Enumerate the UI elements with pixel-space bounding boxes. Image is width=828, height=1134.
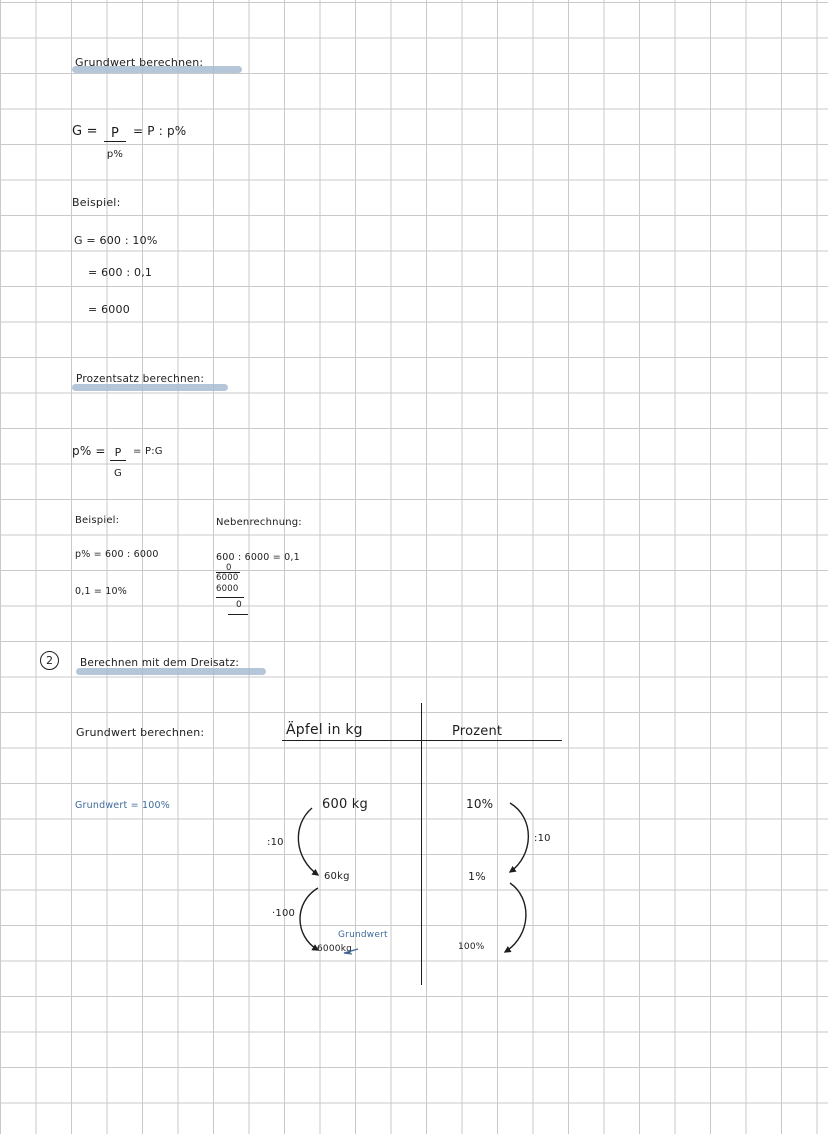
example-label: Beispiel: [72,196,121,209]
note-grundwert: Grundwert = 100% [75,800,170,811]
formula-rhs: = P : p% [133,124,187,138]
side-calc-line: 0 [226,563,232,573]
operation-label: ·100 [272,908,296,919]
arrow-right-div10 [510,803,528,872]
side-calc-line: 0 [236,600,242,610]
formula-denominator: G [114,468,122,479]
side-calc-line: 6000 [216,584,239,594]
cell-percent: 1% [468,870,486,883]
cell-percent: 100% [458,942,485,952]
side-calc-label: Nebenrechnung: [216,517,302,528]
step-line: = 600 : 0,1 [88,266,153,279]
formula-rhs: = P:G [133,446,163,457]
section1-heading: Grundwert berechnen: [75,56,204,69]
arrow-right-mul10 [505,883,526,952]
step-line: G = 600 : 10% [74,234,158,247]
side-calc-line: 6000 [216,573,239,583]
formula-numerator: P [114,446,122,459]
subheading: Grundwert berechnen: [76,726,205,739]
arrow-left-mul100 [300,888,318,950]
cell-apples: 60kg [324,871,350,882]
formula-lhs: G = [72,124,98,139]
section2-heading: Prozentsatz berechnen: [76,373,205,385]
table-header-percent: Prozent [452,724,503,739]
formula-denominator: p% [106,149,124,160]
formula-numerator: P [110,126,120,141]
arrow-annotation [344,949,358,954]
example-label: Beispiel: [75,515,120,526]
formula-lhs: p% = [72,444,106,458]
operation-label: :10 [534,833,551,844]
section3-heading: Berechnen mit dem Dreisatz: [80,657,240,669]
step-line: = 6000 [88,303,130,316]
cell-apples: 600 kg [322,797,368,812]
arrow-left-div10 [298,808,318,875]
annotation-grundwert: Grundwert [338,930,388,940]
table-header-apples: Äpfel in kg [286,722,363,738]
task-number: 2 [46,654,53,667]
side-calc-line: 600 : 6000 = 0,1 [216,552,300,563]
step-line: p% = 600 : 6000 [75,549,159,560]
cell-percent: 10% [466,797,494,811]
cell-apples: 6000kg [317,944,353,954]
operation-label: :10 [267,837,284,848]
step-line: 0,1 = 10% [75,586,128,597]
